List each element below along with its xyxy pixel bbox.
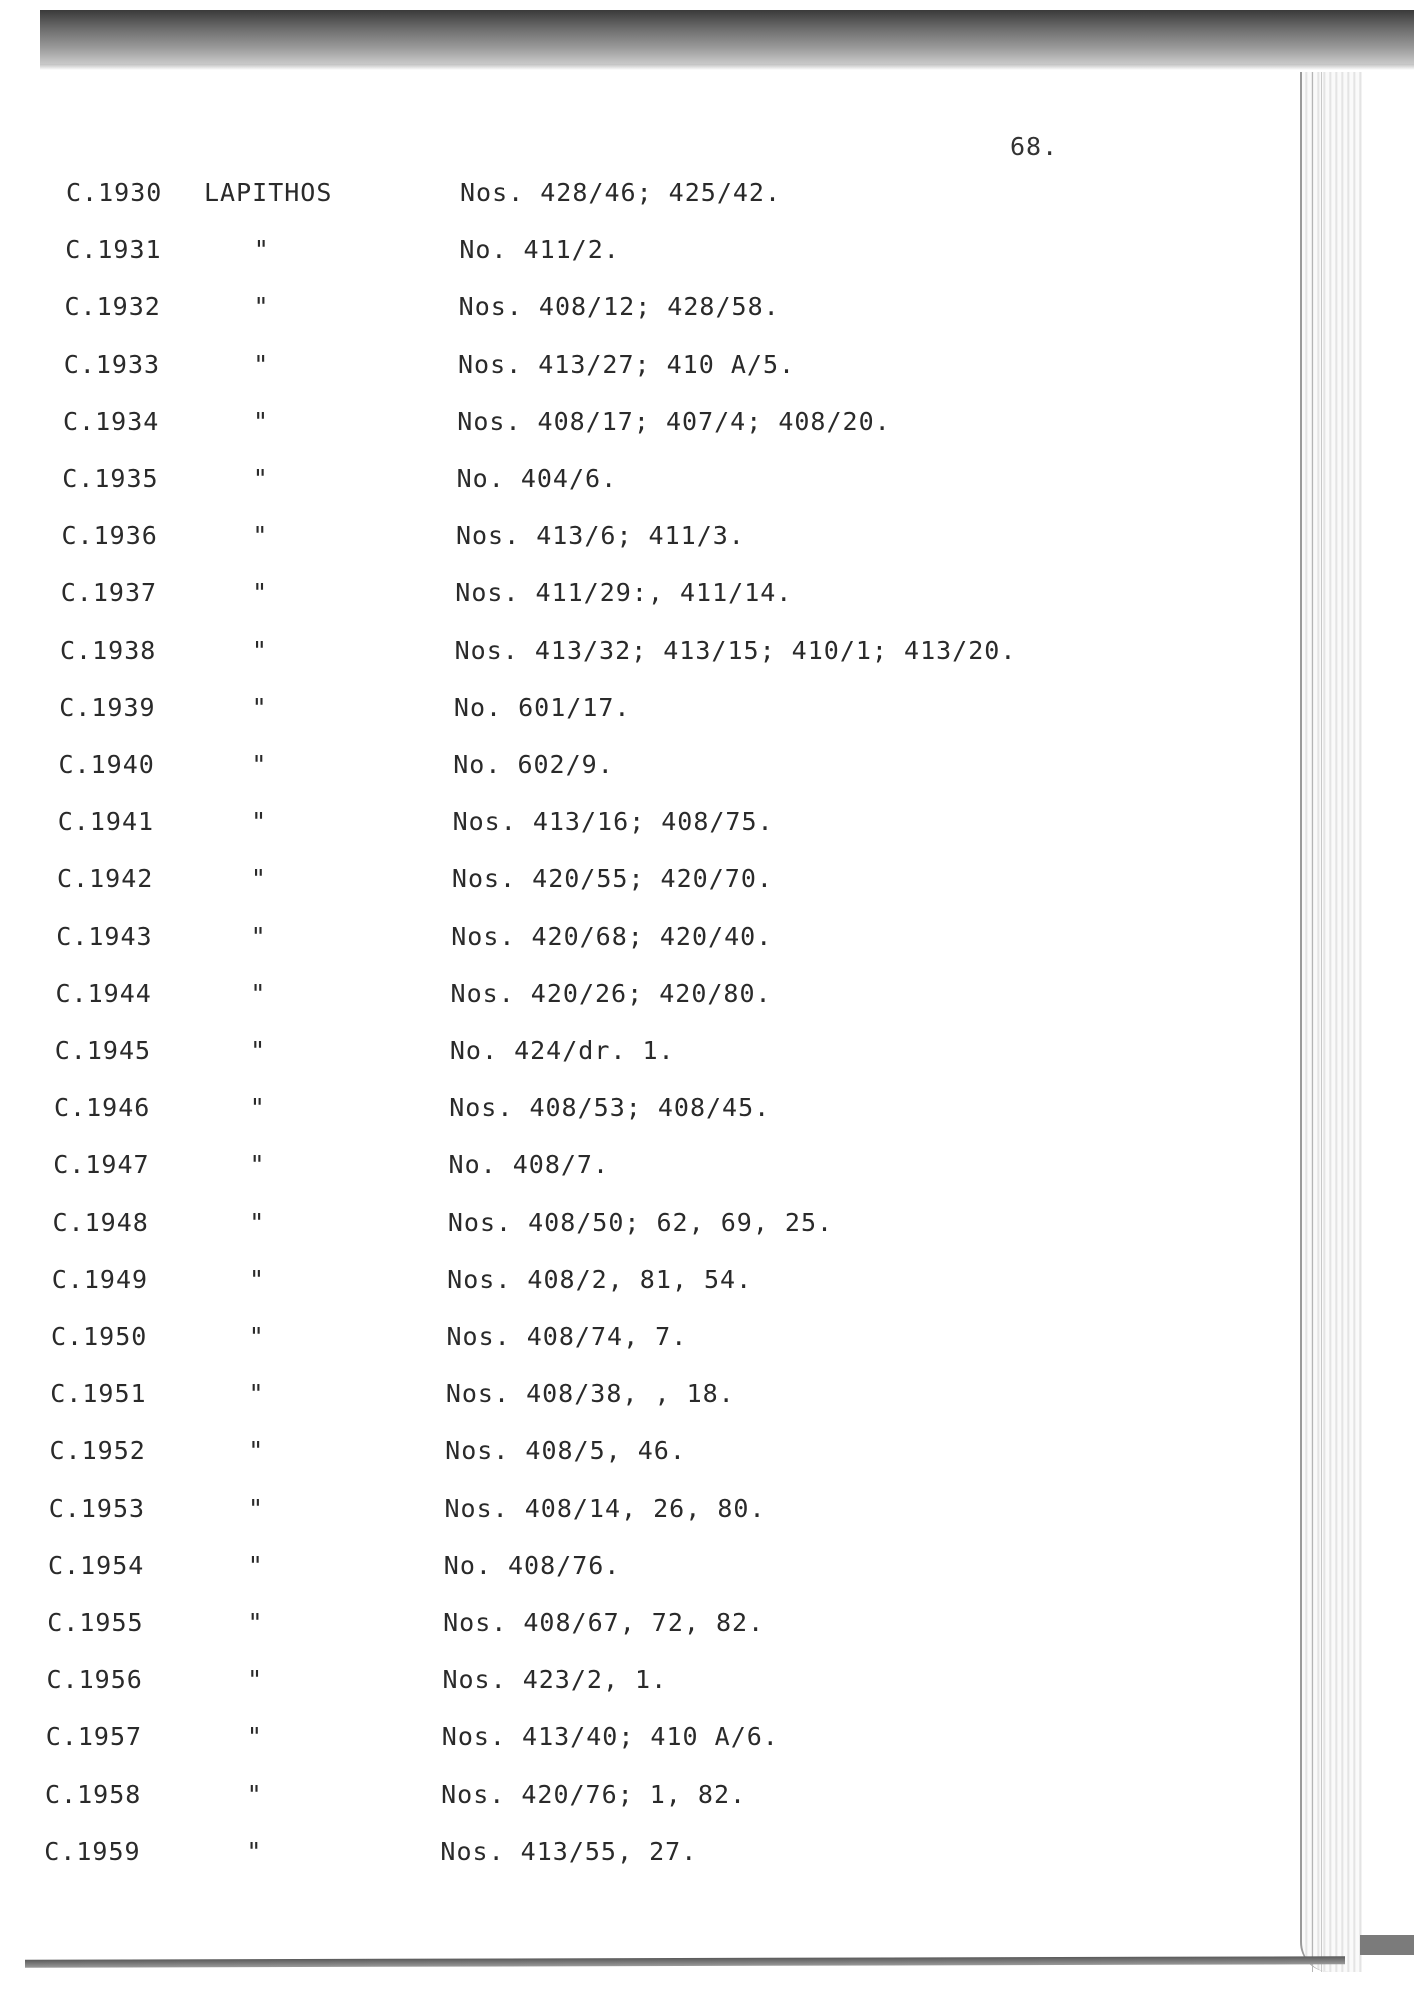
ditto-mark: "	[250, 921, 267, 951]
ditto-mark: "	[252, 464, 269, 493]
reference-numbers: No. 404/6.	[456, 464, 618, 493]
year-label: C.1941	[57, 807, 155, 837]
ditto-mark: "	[246, 1722, 263, 1752]
ditto-mark: "	[248, 1379, 265, 1409]
list-item	[0, 573, 1300, 613]
reference-numbers: No. 408/76.	[443, 1550, 621, 1580]
list-item	[0, 459, 1300, 499]
reference-numbers: Nos. 408/17; 407/4; 408/20.	[457, 406, 891, 436]
year-label: C.1932	[64, 292, 161, 322]
year-label: C.1955	[47, 1608, 144, 1637]
ditto-mark: "	[251, 635, 268, 665]
year-label: C.1953	[48, 1493, 146, 1523]
list-item	[0, 1546, 1300, 1586]
ditto-mark: "	[250, 978, 267, 1008]
list-item	[0, 1660, 1300, 1700]
ditto-mark: "	[252, 406, 269, 436]
reference-numbers: Nos. 413/6; 411/3.	[455, 521, 745, 551]
year-label: C.1940	[58, 750, 155, 779]
year-label: C.1944	[55, 978, 152, 1008]
ditto-mark: "	[251, 750, 268, 779]
year-label: C.1949	[51, 1264, 149, 1294]
ditto-mark: "	[246, 1836, 263, 1866]
ditto-mark: "	[252, 521, 269, 551]
reference-numbers: Nos. 413/27; 410 A/5.	[457, 349, 796, 379]
reference-numbers: Nos. 413/55, 27.	[440, 1836, 698, 1866]
list-item	[0, 1145, 1300, 1185]
year-label: C.1937	[60, 578, 158, 608]
reference-numbers: Nos. 411/29:, 411/14.	[455, 578, 793, 608]
year-label: C.1936	[61, 521, 158, 551]
reference-numbers: No. 601/17.	[453, 692, 631, 722]
reference-numbers: Nos. 420/68; 420/40.	[451, 921, 773, 951]
list-item	[0, 1088, 1300, 1128]
ditto-mark: "	[247, 1665, 264, 1695]
year-label: C.1938	[60, 635, 157, 665]
reference-numbers: Nos. 408/53; 408/45.	[449, 1093, 771, 1123]
list-item	[0, 230, 1300, 270]
list-item	[0, 1603, 1300, 1643]
reference-numbers: Nos. 413/16; 408/75.	[452, 807, 774, 837]
ditto-mark: "	[253, 235, 270, 265]
list-item	[0, 1031, 1300, 1071]
list-item	[0, 345, 1300, 385]
list-item	[0, 173, 1300, 213]
year-label: C.1945	[54, 1036, 152, 1065]
list-item	[0, 1775, 1300, 1815]
reference-numbers: Nos. 408/50; 62, 69, 25.	[447, 1207, 834, 1237]
list-item	[0, 1374, 1300, 1414]
list-item	[0, 287, 1300, 327]
year-label: C.1951	[50, 1379, 147, 1409]
reference-numbers: Nos. 420/76; 1, 82.	[441, 1779, 747, 1809]
ditto-mark: "	[250, 864, 267, 894]
list-item	[0, 631, 1300, 671]
ditto-mark: "	[249, 1093, 266, 1123]
ditto-mark: "	[247, 1550, 264, 1580]
list-item	[0, 859, 1300, 899]
reference-numbers: No. 411/2.	[459, 235, 620, 265]
list-item	[0, 1431, 1300, 1471]
reference-numbers: Nos. 420/26; 420/80.	[450, 978, 772, 1008]
place-label: LAPITHOS	[204, 178, 333, 207]
reference-numbers: Nos. 408/5, 46.	[445, 1436, 686, 1466]
list-item	[0, 917, 1300, 957]
ditto-mark: "	[251, 807, 268, 837]
year-label: C.1930	[66, 178, 163, 207]
list-item	[0, 1489, 1300, 1529]
year-label: C.1954	[48, 1550, 145, 1580]
year-label: C.1952	[49, 1436, 146, 1466]
ditto-mark: "	[248, 1436, 265, 1466]
reference-numbers: Nos. 408/14, 26, 80.	[444, 1493, 766, 1523]
list-item	[0, 1317, 1300, 1357]
page-number: 68.	[1010, 132, 1059, 161]
ditto-mark: "	[253, 349, 270, 379]
scan-right-shadow	[1360, 1935, 1414, 1955]
list-item	[0, 1717, 1300, 1757]
reference-numbers: Nos. 408/12; 428/58.	[458, 292, 780, 322]
ditto-mark: "	[251, 692, 268, 722]
year-label: C.1948	[52, 1207, 149, 1237]
year-label: C.1957	[45, 1722, 143, 1752]
reference-numbers: No. 602/9.	[453, 750, 614, 779]
ditto-mark: "	[246, 1779, 263, 1809]
year-label: C.1935	[62, 464, 159, 493]
reference-numbers: Nos. 423/2, 1.	[442, 1665, 668, 1695]
list-item	[0, 974, 1300, 1014]
list-item	[0, 1832, 1300, 1872]
list-item	[0, 688, 1300, 728]
reference-numbers: Nos. 408/67, 72, 82.	[443, 1608, 765, 1637]
ditto-mark: "	[247, 1608, 264, 1637]
year-label: C.1942	[57, 864, 154, 894]
list-item	[0, 745, 1300, 785]
reference-numbers: Nos. 408/74, 7.	[446, 1322, 688, 1351]
ditto-mark: "	[247, 1493, 265, 1523]
year-label: C.1934	[63, 406, 160, 436]
year-label: C.1943	[56, 921, 153, 951]
reference-numbers: Nos. 420/55; 420/70.	[451, 864, 773, 894]
list-item	[0, 402, 1300, 442]
page-stack-edge	[1300, 72, 1362, 1972]
year-label: C.1939	[59, 692, 156, 722]
reference-numbers: No. 408/7.	[448, 1150, 610, 1180]
year-label: C.1950	[51, 1322, 148, 1351]
ditto-mark: "	[249, 1264, 266, 1294]
list-item	[0, 1260, 1300, 1300]
ditto-mark: "	[249, 1150, 266, 1180]
year-label: C.1958	[45, 1779, 142, 1809]
year-label: C.1946	[54, 1093, 151, 1123]
year-label: C.1959	[44, 1836, 141, 1866]
reference-numbers: No. 424/dr. 1.	[449, 1036, 675, 1065]
year-label: C.1931	[65, 235, 162, 265]
year-label: C.1933	[63, 349, 161, 379]
reference-numbers: Nos. 428/46; 425/42.	[460, 178, 782, 207]
list-item	[0, 802, 1300, 842]
ditto-mark: "	[249, 1207, 266, 1237]
ditto-mark: "	[250, 1036, 267, 1065]
reference-numbers: Nos. 408/38, , 18.	[445, 1379, 735, 1409]
list-item	[0, 1203, 1300, 1243]
year-label: C.1956	[46, 1665, 143, 1695]
ditto-mark: "	[252, 578, 269, 608]
ditto-mark: "	[253, 292, 270, 322]
reference-numbers: Nos. 413/32; 413/15; 410/1; 413/20.	[454, 635, 1017, 665]
ditto-mark: "	[248, 1322, 265, 1351]
list-item	[0, 516, 1300, 556]
reference-numbers: Nos. 408/2, 81, 54.	[447, 1264, 753, 1294]
year-label: C.1947	[53, 1150, 150, 1180]
reference-numbers: Nos. 413/40; 410 A/6.	[441, 1722, 779, 1752]
